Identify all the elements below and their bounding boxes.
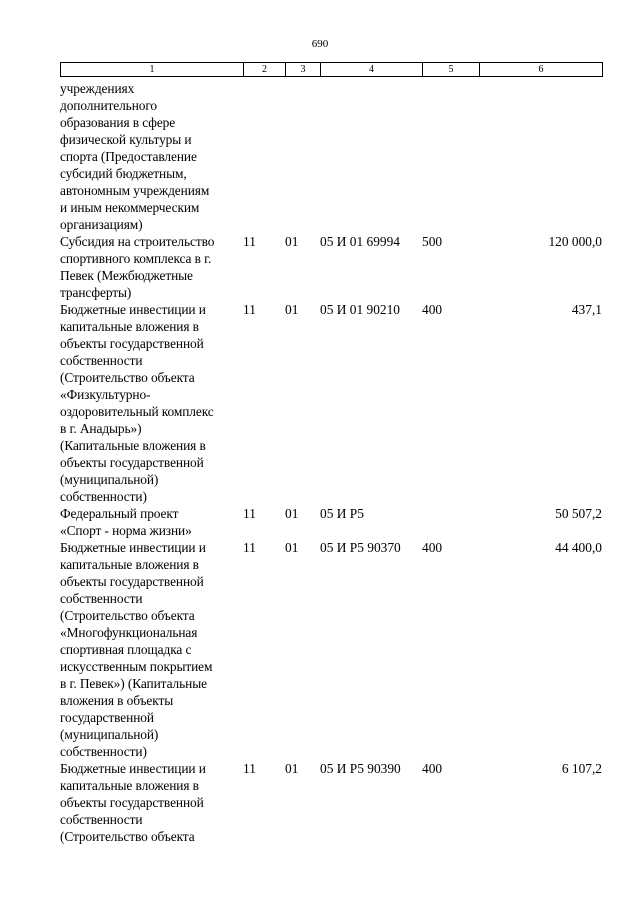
table-row [60,539,620,760]
expense-type-code: 400 [422,761,443,776]
amount: 6 107,2 [561,761,602,776]
subsection-code: 01 [285,302,299,317]
subsection-code: 01 [285,506,299,521]
column-number-2: 2 [244,63,286,77]
item-name: Бюджетные инвестиции и капитальные вложения в объекты государственной собственности (Строительство объекта «Физкультурно- оздоровительный комплекс в г. Анадырь») (Капитальные вложения в объекты государственной (муниципальной) собственности) [60,302,214,504]
table-row [60,301,620,505]
expense-type-code: 500 [422,234,443,249]
table-row [60,505,620,539]
item-name: Бюджетные инвестиции и капитальные вложения в объекты государственной собственности (Строительство объекта [60,761,206,844]
section-code: 11 [243,302,256,317]
target-item-code: 05 И P5 90370 [320,540,401,555]
amount: 44 400,0 [555,540,602,555]
subsection-code: 01 [285,540,299,555]
budget-table-body [60,80,620,845]
column-number-header [60,62,603,77]
item-name: учреждениях дополнительного образования в сфере физической культуры и спорта (Предоставление субсидий бюджетным, автономным учреждениям и иным некоммерческим организациям) [60,81,210,232]
column-number-5: 5 [423,63,480,77]
column-number-3: 3 [286,63,321,77]
table-row [60,80,620,233]
column-number-1: 1 [61,63,244,77]
target-item-code: 05 И 01 90210 [320,302,400,317]
target-item-code: 05 И P5 90390 [320,761,401,776]
page-number: 690 [311,38,329,50]
column-number-6: 6 [480,63,603,77]
target-item-code: 05 И 01 69994 [320,234,400,249]
table-row [60,760,620,845]
table-row [60,233,620,301]
subsection-code: 01 [285,234,299,249]
expense-type-code: 400 [422,540,443,555]
section-code: 11 [243,540,256,555]
section-code: 11 [243,506,256,521]
subsection-code: 01 [285,761,299,776]
item-name: Бюджетные инвестиции и капитальные вложения в объекты государственной собственности (Строительство объекта «Многофункциональная спортивная площадка с искусственным покрытием в г. Певек») (Капитальные вложения в объекты государственной (муниципальной) собственности) [60,540,213,759]
amount: 120 000,0 [548,234,602,249]
item-name: Субсидия на строительство спортивного комплекса в г. Певек (Межбюджетные трансферты) [60,234,215,300]
section-code: 11 [243,761,256,776]
item-name: Федеральный проект «Спорт - норма жизни» [60,506,192,538]
amount: 437,1 [571,302,602,317]
column-number-4: 4 [321,63,423,77]
target-item-code: 05 И P5 [320,506,364,521]
expense-type-code: 400 [422,302,443,317]
section-code: 11 [243,234,256,249]
amount: 50 507,2 [555,506,602,521]
